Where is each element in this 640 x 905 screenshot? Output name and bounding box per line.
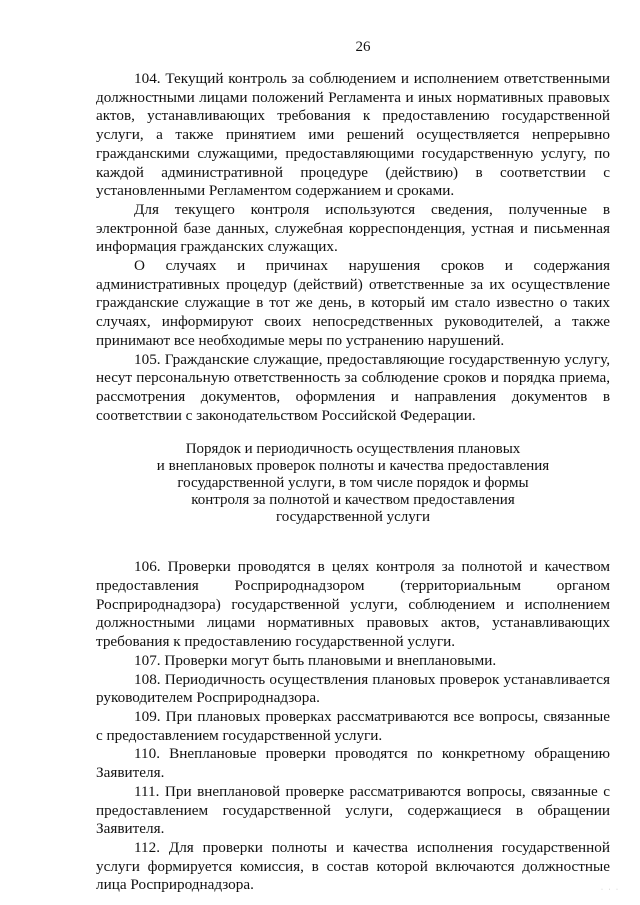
section-heading	[106, 441, 600, 526]
paragraph-109: 109. При плановых проверках рассматриваются все вопросы, связанные с предоставлением государственной услуги.	[96, 707, 610, 744]
paragraph-110: 110. Внеплановые проверки проводятся по конкретному обращению Заявителя.	[96, 745, 610, 782]
scan-artifact-specks: · · ·	[601, 887, 620, 893]
paragraph-107: 107. Проверки могут быть плановыми и внеплановыми.	[134, 651, 497, 669]
paragraph-current-control-sources: Для текущего контроля используются сведения, полученные в электронной базе данных, служебная корреспонденция, устная и письменная информация гражданских служащих.	[96, 200, 610, 256]
section-heading-line: государственной услуги, в том числе порядок и формы	[177, 475, 529, 492]
paragraph-violations-reporting: О случаях и причинах нарушения сроков и содержания административных процедур (действий) ответственные за их осуществление гражданские служащие в тот же день, в который им стало известно о таких случаях, информируют своих непосредственных руководителей, а также принимают все необходимые меры по устранению нарушений.	[96, 257, 610, 349]
paragraph-105: 105. Гражданские служащие, предоставляющие государственную услугу, несут персональную ответственность за соблюдение сроков и порядка приема, рассмотрения документов, оформления и направления документов в соответствии с законодательством Российской Федерации.	[96, 350, 610, 424]
section-heading-line: контроля за полнотой и качеством предоставления	[191, 492, 515, 509]
paragraph-106: 106. Проверки проводятся в целях контроля за полнотой и качеством предоставления Росприроднадзором (территориальным органом Росприроднадзора) государственной услуги, соблюдением и исполнением должностными лицами нормативных правовых актов, устанавливающих требования к предоставлению государственной услуги.	[96, 558, 610, 651]
paragraph-112: 112. Для проверки полноты и качества исполнения государственной услуги формируется комиссия, в состав которой включаются должностные лица Росприроднадзора.	[96, 838, 610, 894]
paragraph-108: 108. Периодичность осуществления плановых проверок устанавливается руководителем Росприроднадзора.	[96, 670, 610, 707]
page-number: 26	[355, 39, 371, 55]
paragraph-111: 111. При внеплановой проверке рассматриваются вопросы, связанные с предоставлением государственной услуги, содержащиеся в обращении Заявителя.	[96, 782, 610, 838]
section-heading-line: и внеплановых проверок полноты и качества предоставления	[156, 458, 550, 475]
paragraph-104: 104. Текущий контроль за соблюдением и исполнением ответственными должностными лицами положений Регламента и иных нормативных правовых актов, устанавливающих требования к предоставлению государственной услуги, а также принятием ими решений осуществляется непрерывно гражданскими служащими, предоставляющими государственную услугу, по каждой административной процедуре (действию) в соответствии с установленными Регламентом содержанием и сроками.	[96, 70, 610, 200]
section-heading-line: Порядок и периодичность осуществления плановых	[185, 441, 521, 458]
section-heading-line: государственной услуги	[276, 509, 430, 526]
